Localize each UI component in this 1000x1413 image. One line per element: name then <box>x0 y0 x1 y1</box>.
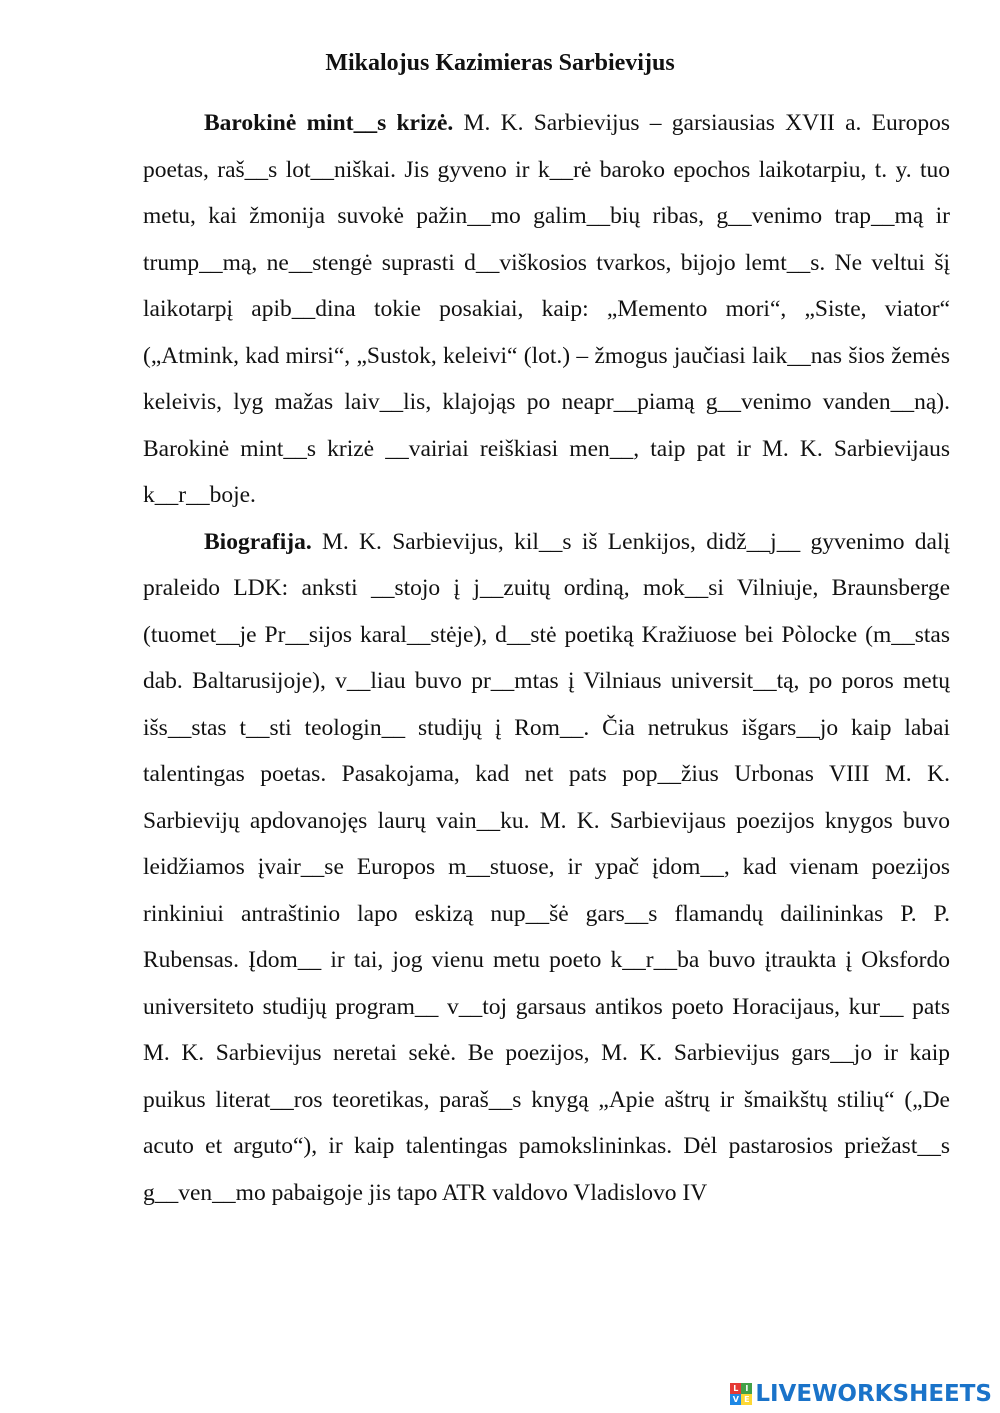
paragraph-heading: Barokinė mint__s krizė. <box>204 110 454 136</box>
paragraph-baroque-crisis <box>143 100 950 519</box>
liveworksheets-logo <box>730 1381 992 1407</box>
paragraph-biography <box>143 519 950 1217</box>
paragraph-text: M. K. Sarbievijus – garsiausias XVII a. Europos poetas, raš__s lot__niškai. Jis gyveno ir k__rė baroko epochos laikotarpiu, t. y. tuo metu, kai žmonija suvokė pažin__mo galim__bių ribas, g__venimo trap__mą ir trump__mą, ne__stengė suprasti d__viškosios tvarkos, bijojo lemt__s. Ne veltui šį laikotarpį apib__dina tokie posakiai, kaip: „Memento mori“, „Siste, viator“ („Atmink, kad mirsi“, „Sustok, keleivi“ (lot.) – žmogus jaučiasi laik__nas šios žemės keleivis, lyg mažas laiv__lis, klajojąs po neapr__piamą g__venimo vanden__ną). Barokinė mint__s krizė __vairiai reiškiasi men__, taip pat ir M. K. Sarbievijaus k__r__boje. <box>143 110 950 508</box>
document-body <box>143 100 950 1216</box>
logo-text: LIVEWORKSHEETS <box>755 1381 992 1407</box>
logo-mark-icon: L I V E <box>730 1383 752 1405</box>
paragraph-heading: Biografija. <box>204 528 312 555</box>
paragraph-text: M. K. Sarbievijus, kil__s iš Lenkijos, didž__j__ gyvenimo dalį praleido LDK: anksti __stojo į j__zuitų ordiną, mok__si Vilniuje, Braunsberge (tuomet__je Pr__sijos karal__stėje), d__stė poetiką Kražiuose bei Pòlocke (m__stas dab. Baltarusijoje), v__liau buvo pr__mtas į Vilniaus universit__tą, po poros metų išs__stas t__sti teologin__ studijų į Rom__. Čia netrukus išgars__jo kaip labai talentingas poetas. Pasakojama, kad net pats pop__žius Urbonas VIII M. K. Sarbievijų apdovanojęs laurų vain__ku. M. K. Sarbievijaus poezijos knygos buvo leidžiamos įvair__se Europos m__stuose, ir ypač įdom__, kad vienam poezijos rinkiniui antraštinio lapo eskizą nup__šė gars__s flamandų dailininkas P. P. Rubensas. Įdom__ ir tai, jog vienu metu poeto k__r__ba buvo įtraukta į Oksfordo universiteto studijų program__ v__toj garsaus antikos poeto Horacijaus, kur__ pats M. K. Sarbievijus neretai sekė. Be poezijos, M. K. Sarbievijus gars__jo ir kaip puikus literat__ros teoretikas, paraš__s knygą „Apie aštrų ir šmaikštų stilių“ („De acuto et arguto“), ir kaip talentingas pamokslininkas. Dėl pastarosios priežast__s g__ven__mo pabaigoje jis tapo ATR valdovo Vladislovo IV <box>143 528 950 1206</box>
page-title: Mikalojus Kazimieras Sarbievijus <box>325 50 675 76</box>
